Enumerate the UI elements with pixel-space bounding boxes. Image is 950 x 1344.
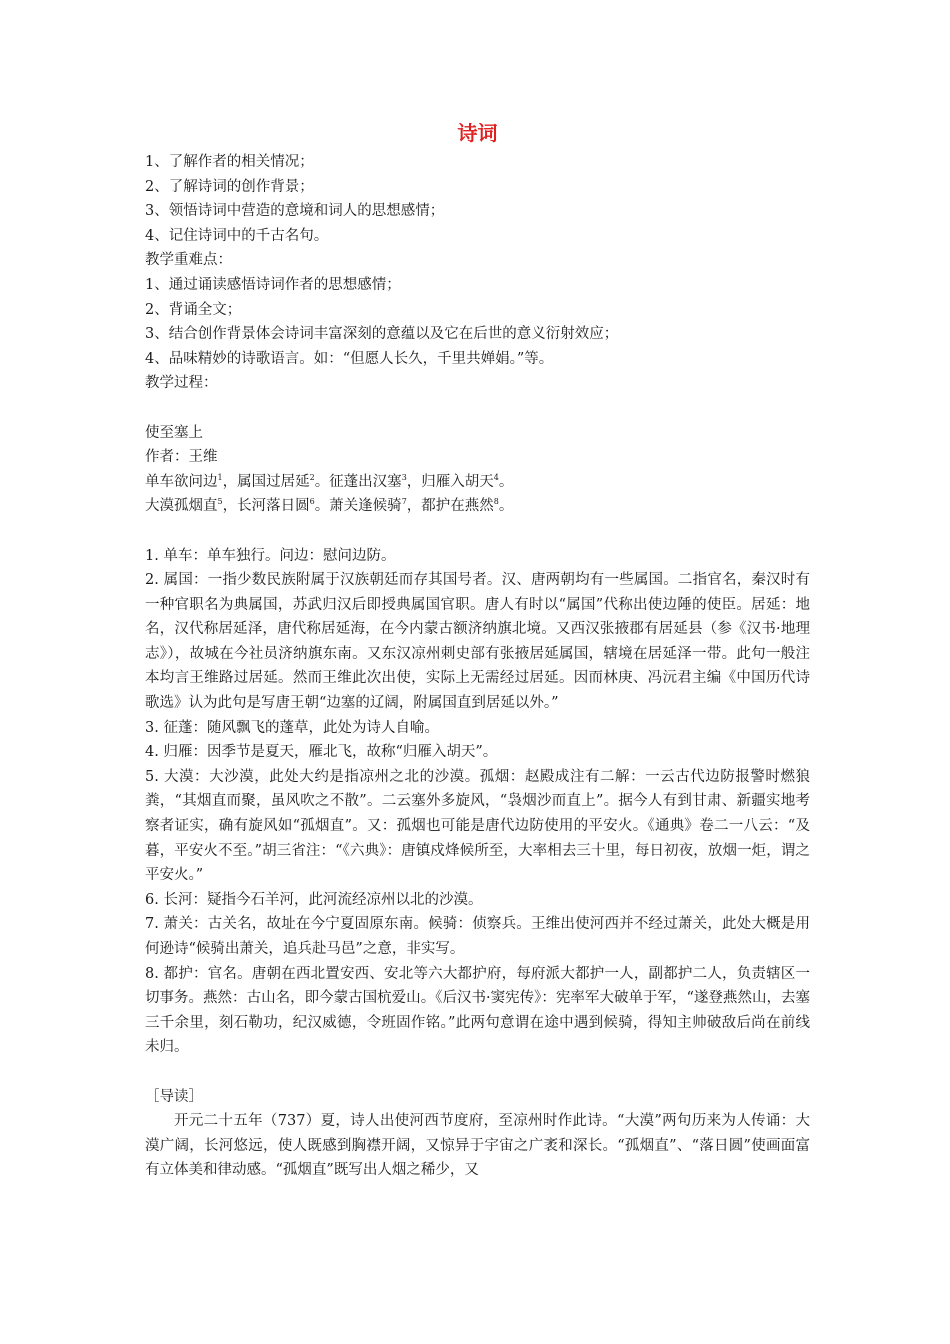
objective-item: 3、领悟诗词中营造的意境和词人的思想感情； bbox=[145, 203, 445, 220]
key-point-item: 2、背诵全文； bbox=[145, 301, 242, 318]
key-point-item: 1、通过诵读感悟诗词作者的思想感情； bbox=[145, 276, 401, 293]
note-item: 4. 归雁：因季节是夏天，雁北飞，故称“归雁入胡天”。 bbox=[145, 744, 498, 761]
poem-text: 大漠孤烟直 bbox=[145, 498, 218, 515]
poem-text: 。 bbox=[498, 473, 514, 490]
document-title: 诗词 bbox=[457, 121, 498, 145]
process-heading: 教学过程： bbox=[145, 375, 218, 392]
note-item: 1. 单车：单车独行。问边：慰问边防。 bbox=[145, 547, 396, 564]
poem-author: 作者：王维 bbox=[145, 449, 218, 466]
poem-line-1 bbox=[145, 470, 810, 495]
guide-heading: ［导读］ bbox=[145, 1088, 203, 1105]
footnote-marker: 5 bbox=[217, 497, 223, 507]
footnote-marker: 4 bbox=[493, 472, 499, 482]
poem-text: ，属国过居延 bbox=[222, 473, 310, 490]
footnote-marker: 2 bbox=[309, 472, 315, 482]
poem-text: 单车欲问边 bbox=[145, 473, 218, 490]
key-point-item: 4、品味精妙的诗歌语言。如：“但愿人长久，千里共婵娟。”等。 bbox=[145, 350, 554, 367]
note-item: 6. 长河：疑指今石羊河，此河流经凉州以北的沙漠。 bbox=[145, 891, 483, 908]
note-item: 3. 征蓬：随风飘飞的蓬草，此处为诗人自喻。 bbox=[145, 719, 439, 736]
key-points-heading: 教学重难点： bbox=[145, 252, 232, 269]
footnote-marker: 7 bbox=[401, 497, 407, 507]
poem-text: 。 bbox=[498, 498, 514, 515]
note-item: 8. 都护：官名。唐朝在西北置安西、安北等六大都护府，每府派大都护一人，副都护二人，负责辖区一切事务。燕然：古山名，即今蒙古国杭爱山。《后汉书·窦宪传》：宪率军大破单于军，“遂登燕然山，去塞三千余里，刻石勒功，纪汉威德，令班固作铭。”此两句意谓在途中遇到候骑，得知主帅破敌后尚在前线未归。 bbox=[145, 965, 810, 1056]
poem-text: ，长河落日圆 bbox=[222, 498, 310, 515]
poem-text: 。萧关逢候骑 bbox=[314, 498, 402, 515]
poem-title: 使至塞上 bbox=[145, 424, 203, 441]
poem-text: ，归雁入胡天 bbox=[406, 473, 494, 490]
note-item: 5. 大漠：大沙漠，此处大约是指凉州之北的沙漠。孤烟：赵殿成注有二解：一云古代边防报警时燃狼粪，“其烟直而聚，虽风吹之不散”。二云塞外多旋风，“袅烟沙而直上”。据今人有到甘肃、新疆实地考察者证实，确有旋风如“孤烟直”。又：孤烟也可能是唐代边防使用的平安火。《通典》卷二一八云：“及暮，平安火不至。”胡三省注：“《六典》：唐镇戍烽候所至，大率相去三十里，每日初夜，放烟一炬，谓之平安火。” bbox=[145, 768, 810, 884]
footnote-marker: 6 bbox=[309, 497, 315, 507]
objective-item: 4、记住诗词中的千古名句。 bbox=[145, 227, 329, 244]
poem-line-2 bbox=[145, 494, 810, 519]
poem-text: 。征蓬出汉塞 bbox=[314, 473, 402, 490]
footnote-marker: 8 bbox=[493, 497, 499, 507]
objective-item: 1、了解作者的相关情况； bbox=[145, 154, 314, 170]
document-page bbox=[145, 118, 810, 1183]
spacer bbox=[145, 519, 810, 544]
spacer bbox=[145, 396, 810, 421]
note-item: 2. 属国：一指少数民族附属于汉族朝廷而存其国号者。汉、唐两朝均有一些属国。二指官名，秦汉时有一种官职名为典属国，苏武归汉后即授典属国官职。唐人有时以“属国”代称出使边陲的使臣。居延：地名，汉代称居延泽，唐代称居延海，在今内蒙古额济纳旗北境。又西汉张掖郡有居延县（参《汉书·地理志》），故城在今社员济纳旗东南。又东汉凉州刺史部有张掖居延属国，辖境在居延泽一带。此句一般注本均言王维路过居延。然而王维此次出使，实际上无需经过居延。因而林庚、冯沅君主编《中国历代诗歌选》认为此句是写唐王朝“边塞的辽阔，附属国直到居延以外。” bbox=[145, 572, 810, 712]
spacer bbox=[145, 1060, 810, 1085]
footnote-marker: 3 bbox=[401, 472, 407, 482]
footnote-marker: 1 bbox=[217, 472, 223, 482]
poem-text: ，都护在燕然 bbox=[406, 498, 494, 515]
note-item: 7. 萧关：古关名，故址在今宁夏固原东南。候骑：侦察兵。王维出使河西并不经过萧关，此处大概是用何逊诗“候骑出萧关，追兵赴马邑”之意，非实写。 bbox=[145, 916, 810, 957]
key-point-item: 3、结合创作背景体会诗词丰富深刻的意蕴以及它在后世的意义衍射效应； bbox=[145, 326, 619, 343]
objective-item: 2、了解诗词的创作背景； bbox=[145, 178, 314, 195]
guide-paragraph: 开元二十五年（737）夏，诗人出使河西节度府，至凉州时作此诗。“大漠”两句历来为人传诵：大漠广阔，长河悠远，使人既感到胸襟开阔，又惊异于宇宙之广袤和深长。“孤烟直”、“落日圆”使画面富有立体美和律动感。“孤烟直”既写出人烟之稀少，又 bbox=[145, 1113, 810, 1179]
